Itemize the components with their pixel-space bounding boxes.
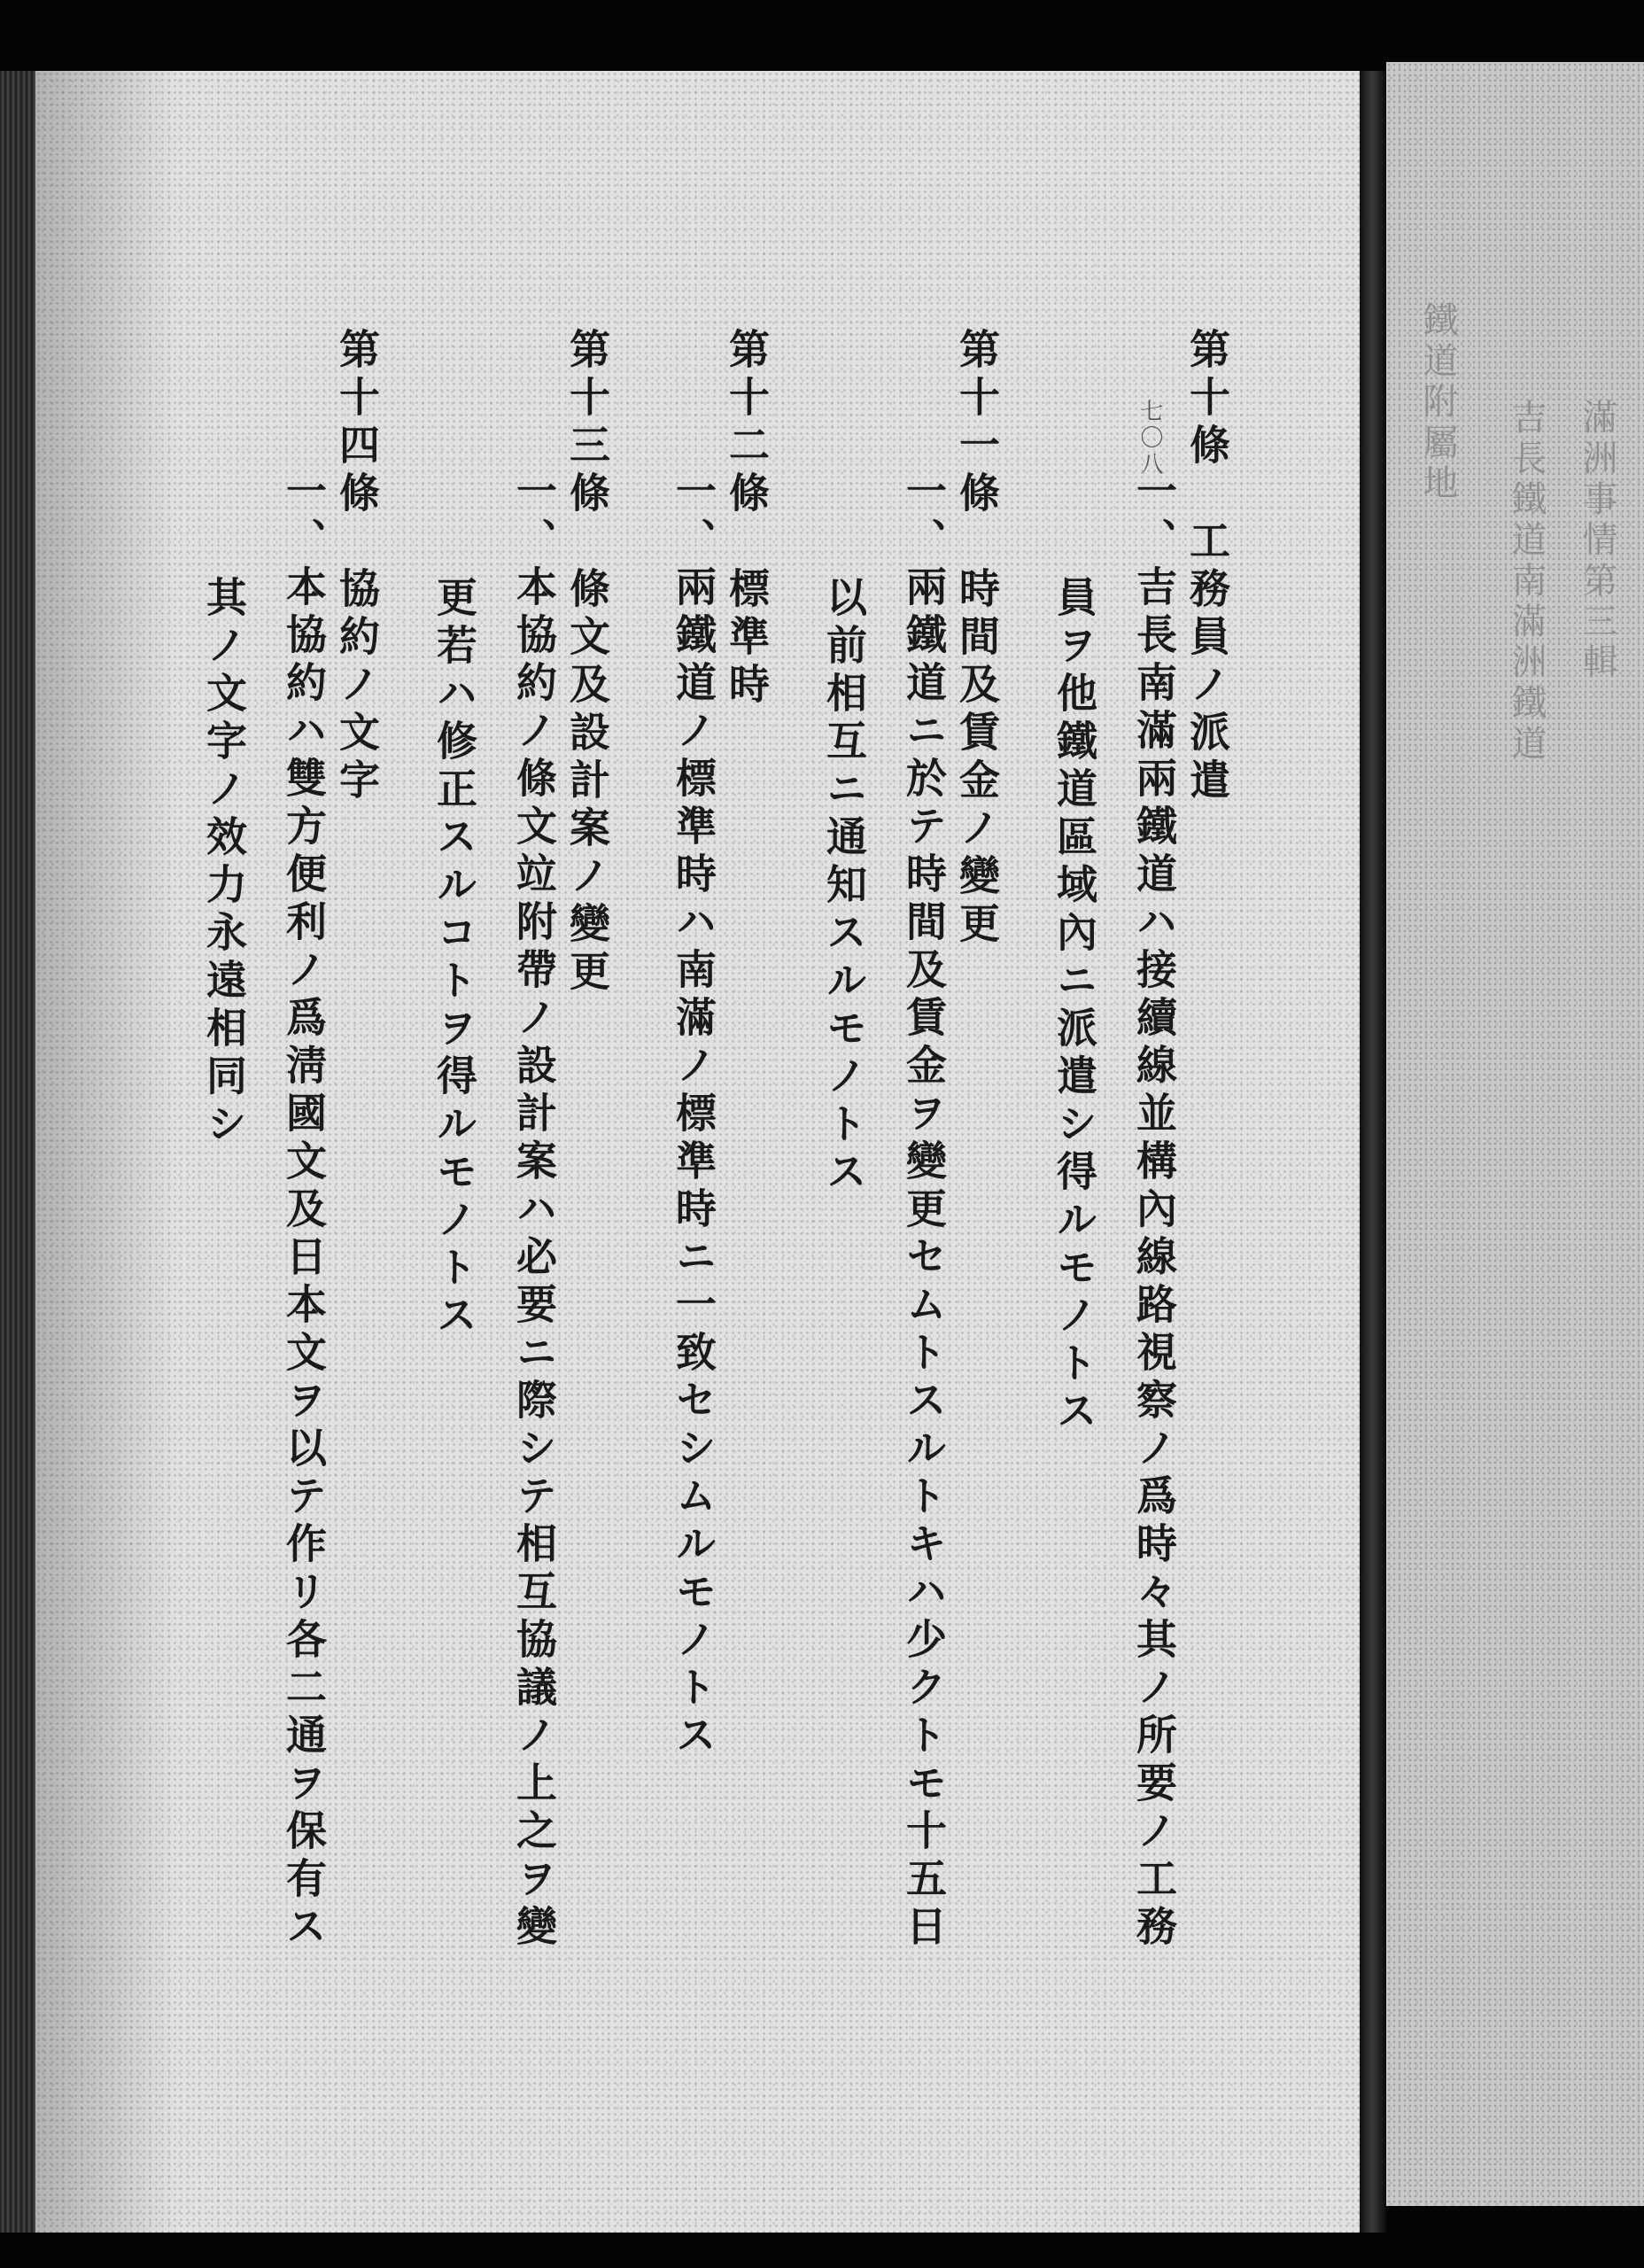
text-column: 一、本協約ハ雙方便利ノ爲淸國文及日本文ヲ以テ作リ各二通ヲ保有ス [280,470,328,1953]
text-column: 第十二條 標準時 [723,328,771,711]
text-column: 更若ハ修正スルコトヲ得ルモノトス [430,576,478,1341]
text-column: 第十三條 條文及設計案ノ變更 [563,328,611,998]
page-number: 七〇八 [1136,399,1163,478]
text-column: 其ノ文字ノ效力永遠相同シ [200,576,248,1150]
text-column: 以前相互ニ通知スルモノトス [820,576,868,1198]
text-column: 一、兩鐵道ノ標準時ハ南滿ノ標準時ニ一致セシムルモノトス [670,470,717,1761]
page-gutter [1360,71,1386,2233]
text-column: 一、吉長南滿兩鐵道ハ接續線並構內線路視察ノ爲時々其ノ所要ノ工務 [1130,470,1178,1953]
book-edge [0,71,35,2233]
adjacent-page [1386,62,1644,2206]
text-column: 員ヲ他鐵道區域內ニ派遣シ得ルモノトス [1051,576,1098,1437]
faint-column: 吉長鐵道南滿洲鐵道 [1506,399,1547,765]
text-column: 第十一條 時間及賃金ノ變更 [953,328,1001,950]
text-column: 第十四條 協約ノ文字 [333,328,381,806]
text-column: 一、本協約ノ條文竝附帶ノ設計案ハ必要ニ際シテ相互協議ノ上之ヲ變 [510,470,558,1953]
text-column: 一、兩鐵道ニ於テ時間及賃金ヲ變更セムトスルトキハ少クトモ十五日 [900,470,948,1953]
text-column: 第十條 工務員ノ派遣 [1183,328,1231,806]
faint-column: 鐵道附屬地 [1417,301,1458,505]
book-page [35,71,1360,2233]
faint-column: 滿洲事情第三輯 [1577,399,1617,684]
